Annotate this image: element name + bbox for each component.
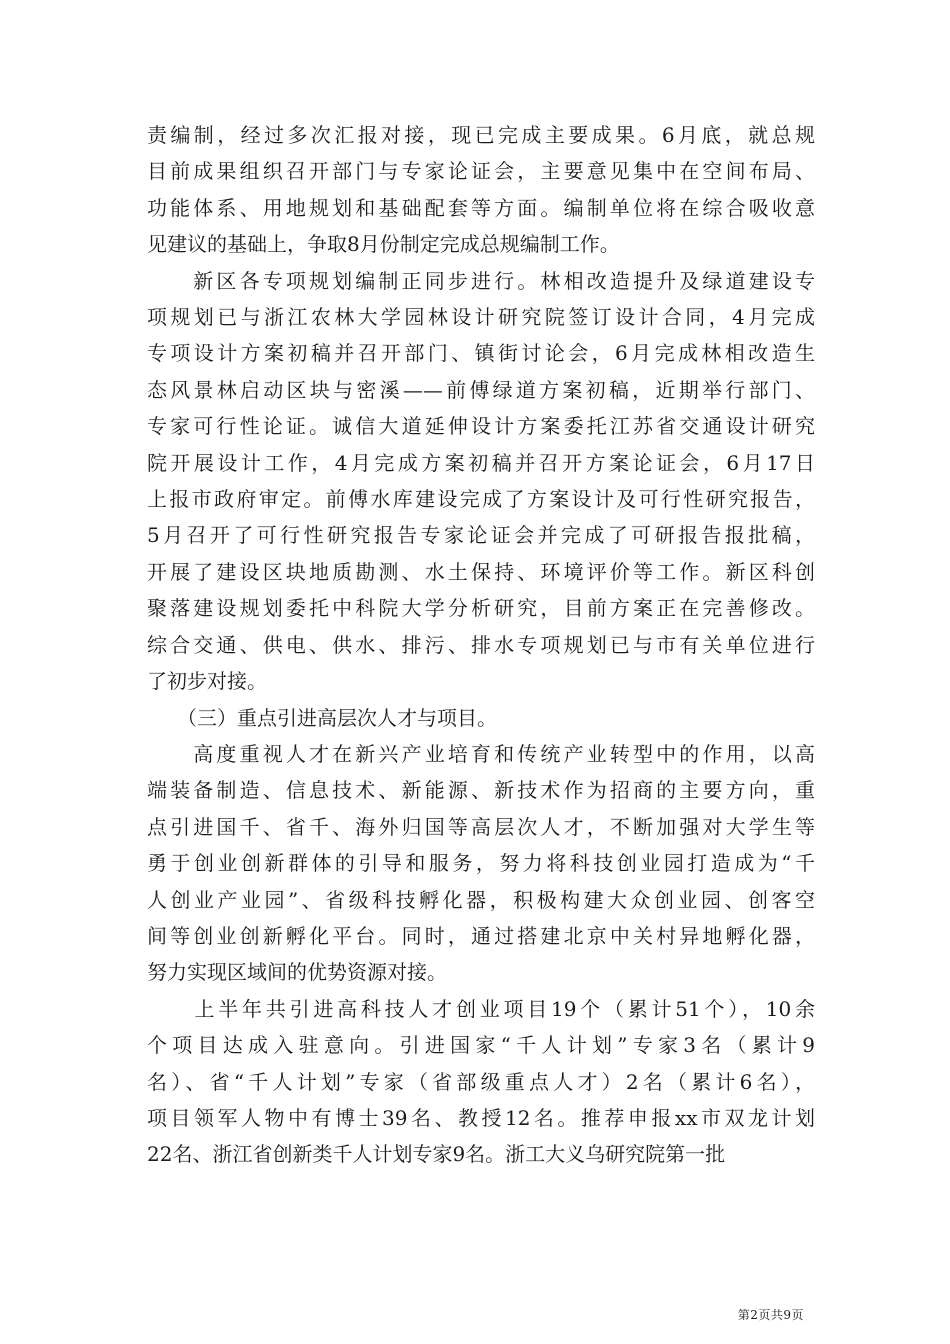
text-line: 上报市政府审定。前傅水库建设完成了方案设计及可行性研究报告，	[147, 487, 815, 512]
text-line: 项目领军人物中有博士39名、教授12名。推荐申报xx市双龙计划	[147, 1105, 815, 1130]
text-line: 个项目达成入驻意向。引进国家“千人计划”专家3名（累计9	[147, 1033, 815, 1058]
text-line: 功能体系、用地规划和基础配套等方面。编制单位将在综合吸收意	[147, 195, 815, 220]
text-line: 目前成果组织召开部门与专家论证会，主要意见集中在空间布局、	[147, 159, 815, 184]
text-line: 5月召开了可行性研究报告专家论证会并完成了可研报告报批稿，	[147, 523, 815, 548]
text-line: 勇于创业创新群体的引导和服务，努力将科技创业园打造成为“千	[147, 851, 815, 876]
paragraph	[147, 263, 815, 700]
text-line: 了初步对接。	[147, 669, 267, 694]
page-number-footer: 第2页共9页	[737, 1308, 804, 1322]
text-line: 开展了建设区块地质勘测、水土保持、环境评价等工作。新区科创	[147, 559, 815, 584]
paragraph	[147, 117, 815, 263]
text-line: 专家可行性论证。诚信大道延伸设计方案委托江苏省交通设计研究	[147, 414, 815, 439]
text-line: 院开展设计工作，4月完成方案初稿并召开方案论证会，6月17日	[147, 450, 815, 475]
text-line: 努力实现区域间的优势资源对接。	[147, 960, 447, 985]
text-line: （三）重点引进高层次人才与项目。	[147, 705, 497, 730]
paragraph	[147, 700, 815, 736]
text-line: 综合交通、供电、供水、排污、排水专项规划已与市有关单位进行	[147, 632, 815, 657]
text-line: 项规划已与浙江农林大学园林设计研究院签订设计合同，4月完成	[147, 305, 815, 330]
text-line: 名）、省“千人计划”专家（省部级重点人才）2名（累计6名），	[147, 1069, 815, 1094]
paragraph	[147, 991, 815, 1173]
text-line: 专项设计方案初稿并召开部门、镇街讨论会，6月完成林相改造生	[147, 341, 815, 366]
text-line: 间等创业创新孵化平台。同时，通过搭建北京中关村异地孵化器，	[147, 923, 815, 948]
text-line: 态风景林启动区块与密溪——前傅绿道方案初稿，近期举行部门、	[147, 377, 815, 402]
document-body	[147, 117, 815, 1173]
text-line: 端装备制造、信息技术、新能源、新技术作为招商的主要方向，重	[147, 778, 815, 803]
text-line: 22名、浙江省创新类千人计划专家9名。浙工大义乌研究院第一批	[147, 1142, 726, 1167]
text-line: 责编制，经过多次汇报对接，现已完成主要成果。6月底，就总规	[147, 123, 815, 147]
text-line: 聚落建设规划委托中科院大学分析研究，目前方案正在完善修改。	[147, 596, 815, 621]
text-line: 点引进国千、省千、海外归国等高层次人才，不断加强对大学生等	[147, 814, 815, 839]
text-line: 新区各专项规划编制正同步进行。林相改造提升及绿道建设专	[147, 268, 815, 293]
text-line: 上半年共引进高科技人才创业项目19个（累计51个），10余	[147, 996, 815, 1021]
paragraph	[147, 736, 815, 991]
text-line: 高度重视人才在新兴产业培育和传统产业转型中的作用，以高	[147, 741, 815, 766]
text-line: 人创业产业园”、省级科技孵化器，积极构建大众创业园、创客空	[147, 887, 815, 912]
text-line: 见建议的基础上，争取8月份制定完成总规编制工作。	[147, 232, 620, 257]
